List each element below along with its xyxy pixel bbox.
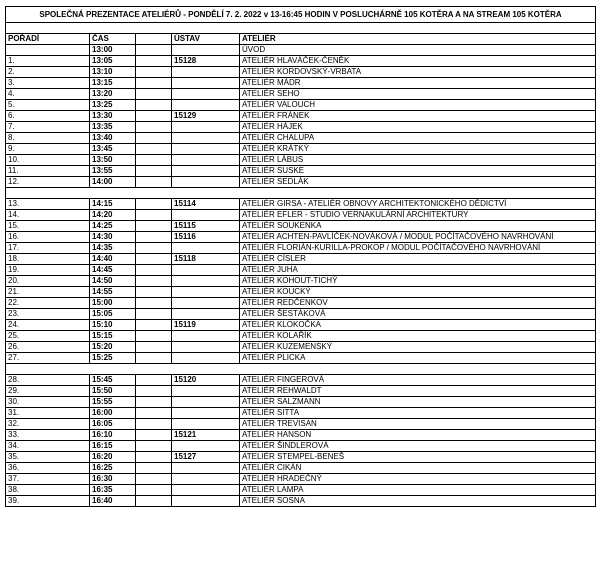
cell-poradi: 9.	[6, 144, 90, 155]
cell-cas: 13:15	[90, 78, 136, 89]
cell-empty	[136, 408, 172, 419]
cell-ustav	[172, 144, 240, 155]
cell-atelier: ATELIÉR SEDLÁK	[240, 177, 596, 188]
cell-ustav	[172, 408, 240, 419]
cell-ustav: 15120	[172, 375, 240, 386]
cell-cas: 13:10	[90, 67, 136, 78]
table-row	[6, 56, 596, 67]
cell-cas: 16:35	[90, 485, 136, 496]
cell-poradi: 27.	[6, 353, 90, 364]
cell-empty	[136, 144, 172, 155]
table-row	[6, 298, 596, 309]
cell-cas: 13:20	[90, 89, 136, 100]
cell-poradi: 31.	[6, 408, 90, 419]
cell-atelier: ATELIÉR PLICKA	[240, 353, 596, 364]
cell-ustav: 15129	[172, 111, 240, 122]
page-title: SPOLEČNÁ PREZENTACE ATELIÉRŮ - PONDĚLÍ 7. 2. 2022 v 13-16:45 HODIN V POSLUCHÁRNĚ 105 KOTĚRA A NA STREAM 105 KOTĚRA	[6, 7, 596, 23]
cell-cas: 15:15	[90, 331, 136, 342]
cell-atelier: ATELIÉR KUZEMENSKÝ	[240, 342, 596, 353]
table-row	[6, 232, 596, 243]
cell-empty	[136, 298, 172, 309]
cell-empty	[136, 386, 172, 397]
cell-cas: 16:20	[90, 452, 136, 463]
cell-cas: 14:45	[90, 265, 136, 276]
cell-poradi: 29.	[6, 386, 90, 397]
cell-ustav	[172, 243, 240, 254]
table-row	[6, 276, 596, 287]
cell-ustav	[172, 67, 240, 78]
cell-empty	[136, 397, 172, 408]
spacer-row	[6, 364, 596, 375]
cell-ustav	[172, 265, 240, 276]
cell-empty	[136, 166, 172, 177]
cell-atelier: ATELIÉR SUSKE	[240, 166, 596, 177]
cell-empty	[136, 243, 172, 254]
cell-poradi: 34.	[6, 441, 90, 452]
table-row	[6, 122, 596, 133]
table-row	[6, 265, 596, 276]
cell-poradi: 21.	[6, 287, 90, 298]
cell-poradi: 25.	[6, 331, 90, 342]
table-row	[6, 419, 596, 430]
cell-atelier: ATELIÉR SALZMANN	[240, 397, 596, 408]
cell-ustav	[172, 287, 240, 298]
cell-cas: 14:55	[90, 287, 136, 298]
cell-poradi: 8.	[6, 133, 90, 144]
table-row	[6, 133, 596, 144]
table-row	[6, 474, 596, 485]
cell-poradi	[6, 45, 90, 56]
cell-poradi: 3.	[6, 78, 90, 89]
cell-poradi: 30.	[6, 397, 90, 408]
table-row	[6, 210, 596, 221]
cell-empty	[136, 496, 172, 507]
table-row	[6, 320, 596, 331]
cell-atelier: ATELIÉR KOHOUT-TICHÝ	[240, 276, 596, 287]
cell-poradi: 11.	[6, 166, 90, 177]
cell-ustav: 15121	[172, 430, 240, 441]
cell-ustav	[172, 133, 240, 144]
cell-atelier: ATELIÉR HRADEČNÝ	[240, 474, 596, 485]
schedule-sheet	[5, 6, 595, 507]
cell-atelier: ATELIÉR ŠESTÁKOVÁ	[240, 309, 596, 320]
cell-cas: 16:10	[90, 430, 136, 441]
cell-cas: 15:25	[90, 353, 136, 364]
table-row	[6, 441, 596, 452]
cell-poradi: 22.	[6, 298, 90, 309]
cell-empty	[136, 56, 172, 67]
cell-empty	[136, 287, 172, 298]
cell-atelier: ATELIÉR FRÁNEK	[240, 111, 596, 122]
cell-poradi: 10.	[6, 155, 90, 166]
cell-atelier: ATELIÉR MÁDR	[240, 78, 596, 89]
cell-ustav	[172, 331, 240, 342]
cell-cas: 13:35	[90, 122, 136, 133]
title-row	[6, 7, 596, 23]
cell-atelier: ATELIÉR TREVISAN	[240, 419, 596, 430]
table-row	[6, 111, 596, 122]
cell-empty	[136, 441, 172, 452]
table-row	[6, 45, 596, 56]
table-row	[6, 89, 596, 100]
cell-ustav	[172, 78, 240, 89]
cell-poradi: 2.	[6, 67, 90, 78]
spacer-row	[6, 23, 596, 34]
cell-atelier: ATELIÉR SOUKENKA	[240, 221, 596, 232]
header-empty	[136, 34, 172, 45]
cell-ustav	[172, 177, 240, 188]
cell-ustav: 15118	[172, 254, 240, 265]
cell-empty	[136, 474, 172, 485]
table-row	[6, 496, 596, 507]
cell-atelier: ATELIÉR ŠINDLEROVÁ	[240, 441, 596, 452]
cell-atelier: ATELIÉR SOSNA	[240, 496, 596, 507]
cell-empty	[136, 276, 172, 287]
cell-cas: 14:15	[90, 199, 136, 210]
header-ustav: ÚSTAV	[172, 34, 240, 45]
header-poradi: POŘADÍ	[6, 34, 90, 45]
cell-empty	[136, 67, 172, 78]
cell-cas: 13:55	[90, 166, 136, 177]
cell-empty	[136, 419, 172, 430]
cell-atelier: ATELIÉR JUHA	[240, 265, 596, 276]
cell-empty	[136, 309, 172, 320]
cell-ustav	[172, 485, 240, 496]
cell-empty	[136, 320, 172, 331]
cell-empty	[136, 111, 172, 122]
cell-poradi: 35.	[6, 452, 90, 463]
cell-ustav	[172, 386, 240, 397]
cell-empty	[136, 122, 172, 133]
cell-ustav	[172, 342, 240, 353]
cell-cas: 15:10	[90, 320, 136, 331]
schedule-table	[5, 6, 596, 507]
cell-atelier: ATELIÉR FLORIÁN-KURILLA-PROKOP / MODUL POČÍTAČOVÉHO NAVRHOVÁNÍ	[240, 243, 596, 254]
cell-ustav	[172, 463, 240, 474]
table-row	[6, 254, 596, 265]
cell-cas: 13:00	[90, 45, 136, 56]
cell-ustav	[172, 210, 240, 221]
cell-poradi: 14.	[6, 210, 90, 221]
cell-cas: 15:00	[90, 298, 136, 309]
cell-empty	[136, 78, 172, 89]
cell-poradi: 1.	[6, 56, 90, 67]
cell-poradi: 5.	[6, 100, 90, 111]
cell-atelier: ATELIÉR HÁJEK	[240, 122, 596, 133]
spacer-row	[6, 188, 596, 199]
cell-ustav	[172, 353, 240, 364]
cell-cas: 14:25	[90, 221, 136, 232]
cell-poradi: 28.	[6, 375, 90, 386]
table-row	[6, 144, 596, 155]
cell-poradi: 7.	[6, 122, 90, 133]
cell-empty	[136, 199, 172, 210]
cell-cas: 16:25	[90, 463, 136, 474]
cell-atelier: ATELIÉR ACHTEN-PAVLÍČEK-NOVÁKOVÁ / MODUL POČÍTAČOVÉHO NAVRHOVÁNÍ	[240, 232, 596, 243]
cell-poradi: 4.	[6, 89, 90, 100]
cell-cas: 13:25	[90, 100, 136, 111]
table-row	[6, 177, 596, 188]
cell-empty	[136, 210, 172, 221]
cell-atelier: ATELIÉR KLOKOČKA	[240, 320, 596, 331]
cell-atelier: ÚVOD	[240, 45, 596, 56]
cell-ustav: 15119	[172, 320, 240, 331]
spacer-cell	[6, 188, 596, 199]
cell-ustav	[172, 89, 240, 100]
table-row	[6, 397, 596, 408]
cell-empty	[136, 133, 172, 144]
cell-atelier: ATELIÉR HANSON	[240, 430, 596, 441]
cell-poradi: 6.	[6, 111, 90, 122]
cell-cas: 14:40	[90, 254, 136, 265]
cell-poradi: 26.	[6, 342, 90, 353]
cell-cas: 15:05	[90, 309, 136, 320]
cell-empty	[136, 265, 172, 276]
cell-ustav	[172, 122, 240, 133]
cell-ustav	[172, 298, 240, 309]
cell-empty	[136, 331, 172, 342]
cell-cas: 13:40	[90, 133, 136, 144]
header-row	[6, 34, 596, 45]
cell-poradi: 20.	[6, 276, 90, 287]
cell-poradi: 15.	[6, 221, 90, 232]
table-row	[6, 342, 596, 353]
table-row	[6, 199, 596, 210]
cell-empty	[136, 45, 172, 56]
schedule-table-body	[6, 7, 596, 507]
cell-ustav	[172, 100, 240, 111]
cell-poradi: 23.	[6, 309, 90, 320]
cell-poradi: 12.	[6, 177, 90, 188]
cell-ustav	[172, 397, 240, 408]
cell-atelier: ATELIÉR FINGEROVÁ	[240, 375, 596, 386]
cell-poradi: 13.	[6, 199, 90, 210]
table-row	[6, 408, 596, 419]
cell-poradi: 24.	[6, 320, 90, 331]
cell-cas: 13:45	[90, 144, 136, 155]
cell-empty	[136, 375, 172, 386]
table-row	[6, 331, 596, 342]
cell-poradi: 33.	[6, 430, 90, 441]
cell-atelier: ATELIÉR KOLAŘÍK	[240, 331, 596, 342]
cell-cas: 15:20	[90, 342, 136, 353]
cell-poradi: 18.	[6, 254, 90, 265]
table-row	[6, 386, 596, 397]
cell-cas: 14:00	[90, 177, 136, 188]
spacer-cell	[6, 364, 596, 375]
cell-cas: 14:30	[90, 232, 136, 243]
cell-ustav	[172, 155, 240, 166]
cell-cas: 16:05	[90, 419, 136, 430]
cell-atelier: ATELIÉR LÁBUS	[240, 155, 596, 166]
cell-atelier: ATELIÉR CHALUPA	[240, 133, 596, 144]
cell-ustav	[172, 474, 240, 485]
cell-cas: 14:50	[90, 276, 136, 287]
cell-poradi: 32.	[6, 419, 90, 430]
cell-cas: 16:30	[90, 474, 136, 485]
table-row	[6, 243, 596, 254]
cell-ustav	[172, 276, 240, 287]
cell-empty	[136, 100, 172, 111]
cell-empty	[136, 254, 172, 265]
cell-ustav	[172, 496, 240, 507]
cell-ustav	[172, 166, 240, 177]
cell-empty	[136, 221, 172, 232]
cell-ustav	[172, 419, 240, 430]
cell-empty	[136, 177, 172, 188]
cell-cas: 16:00	[90, 408, 136, 419]
table-row	[6, 100, 596, 111]
table-row	[6, 287, 596, 298]
cell-empty	[136, 89, 172, 100]
cell-poradi: 36.	[6, 463, 90, 474]
cell-atelier: ATELIÉR REHWALDT	[240, 386, 596, 397]
cell-poradi: 19.	[6, 265, 90, 276]
cell-empty	[136, 430, 172, 441]
cell-atelier: ATELIÉR KORDOVSKÝ-VRBATA	[240, 67, 596, 78]
table-row	[6, 375, 596, 386]
cell-atelier: ATELIÉR KOUCKÝ	[240, 287, 596, 298]
cell-atelier: ATELIÉR REDČENKOV	[240, 298, 596, 309]
cell-poradi: 38.	[6, 485, 90, 496]
cell-cas: 15:45	[90, 375, 136, 386]
table-row	[6, 221, 596, 232]
cell-atelier: ATELIÉR CIKÁN	[240, 463, 596, 474]
cell-ustav	[172, 309, 240, 320]
header-cas: ČAS	[90, 34, 136, 45]
cell-cas: 13:50	[90, 155, 136, 166]
cell-empty	[136, 452, 172, 463]
cell-ustav: 15116	[172, 232, 240, 243]
table-row	[6, 155, 596, 166]
spacer-cell	[6, 23, 596, 34]
table-row	[6, 166, 596, 177]
cell-ustav: 15128	[172, 56, 240, 67]
cell-ustav	[172, 45, 240, 56]
cell-atelier: ATELIÉR VALOUCH	[240, 100, 596, 111]
cell-atelier: ATELIÉR STEMPEL-BENEŠ	[240, 452, 596, 463]
cell-cas: 13:30	[90, 111, 136, 122]
cell-atelier: ATELIÉR GIRSA - ATELIÉR OBNOVY ARCHITEKTONICKÉHO DĚDICTVÍ	[240, 199, 596, 210]
cell-cas: 13:05	[90, 56, 136, 67]
cell-cas: 15:50	[90, 386, 136, 397]
cell-atelier: ATELIÉR KRÁTKÝ	[240, 144, 596, 155]
table-row	[6, 485, 596, 496]
cell-ustav: 15114	[172, 199, 240, 210]
cell-cas: 14:20	[90, 210, 136, 221]
cell-cas: 14:35	[90, 243, 136, 254]
table-row	[6, 78, 596, 89]
table-row	[6, 463, 596, 474]
table-row	[6, 353, 596, 364]
cell-atelier: ATELIÉR SEHO	[240, 89, 596, 100]
table-row	[6, 430, 596, 441]
cell-ustav	[172, 441, 240, 452]
cell-atelier: ATELIÉR LAMPA	[240, 485, 596, 496]
cell-cas: 16:40	[90, 496, 136, 507]
cell-empty	[136, 342, 172, 353]
cell-atelier: ATELIÉR HLAVÁČEK-ČENĚK	[240, 56, 596, 67]
cell-atelier: ATELIÉR EFLER - STUDIO VERNAKULÁRNÍ ARCHITEKTURY	[240, 210, 596, 221]
cell-empty	[136, 155, 172, 166]
cell-poradi: 16.	[6, 232, 90, 243]
cell-empty	[136, 463, 172, 474]
cell-ustav: 15127	[172, 452, 240, 463]
cell-empty	[136, 485, 172, 496]
cell-poradi: 39.	[6, 496, 90, 507]
cell-cas: 15:55	[90, 397, 136, 408]
cell-poradi: 37.	[6, 474, 90, 485]
table-row	[6, 309, 596, 320]
table-row	[6, 67, 596, 78]
cell-atelier: ATELIÉR SITTA	[240, 408, 596, 419]
table-row	[6, 452, 596, 463]
header-atelier: ATELIÉR	[240, 34, 596, 45]
cell-atelier: ATELIÉR CÍSLER	[240, 254, 596, 265]
cell-poradi: 17.	[6, 243, 90, 254]
cell-empty	[136, 353, 172, 364]
cell-empty	[136, 232, 172, 243]
cell-cas: 16:15	[90, 441, 136, 452]
cell-ustav: 15115	[172, 221, 240, 232]
